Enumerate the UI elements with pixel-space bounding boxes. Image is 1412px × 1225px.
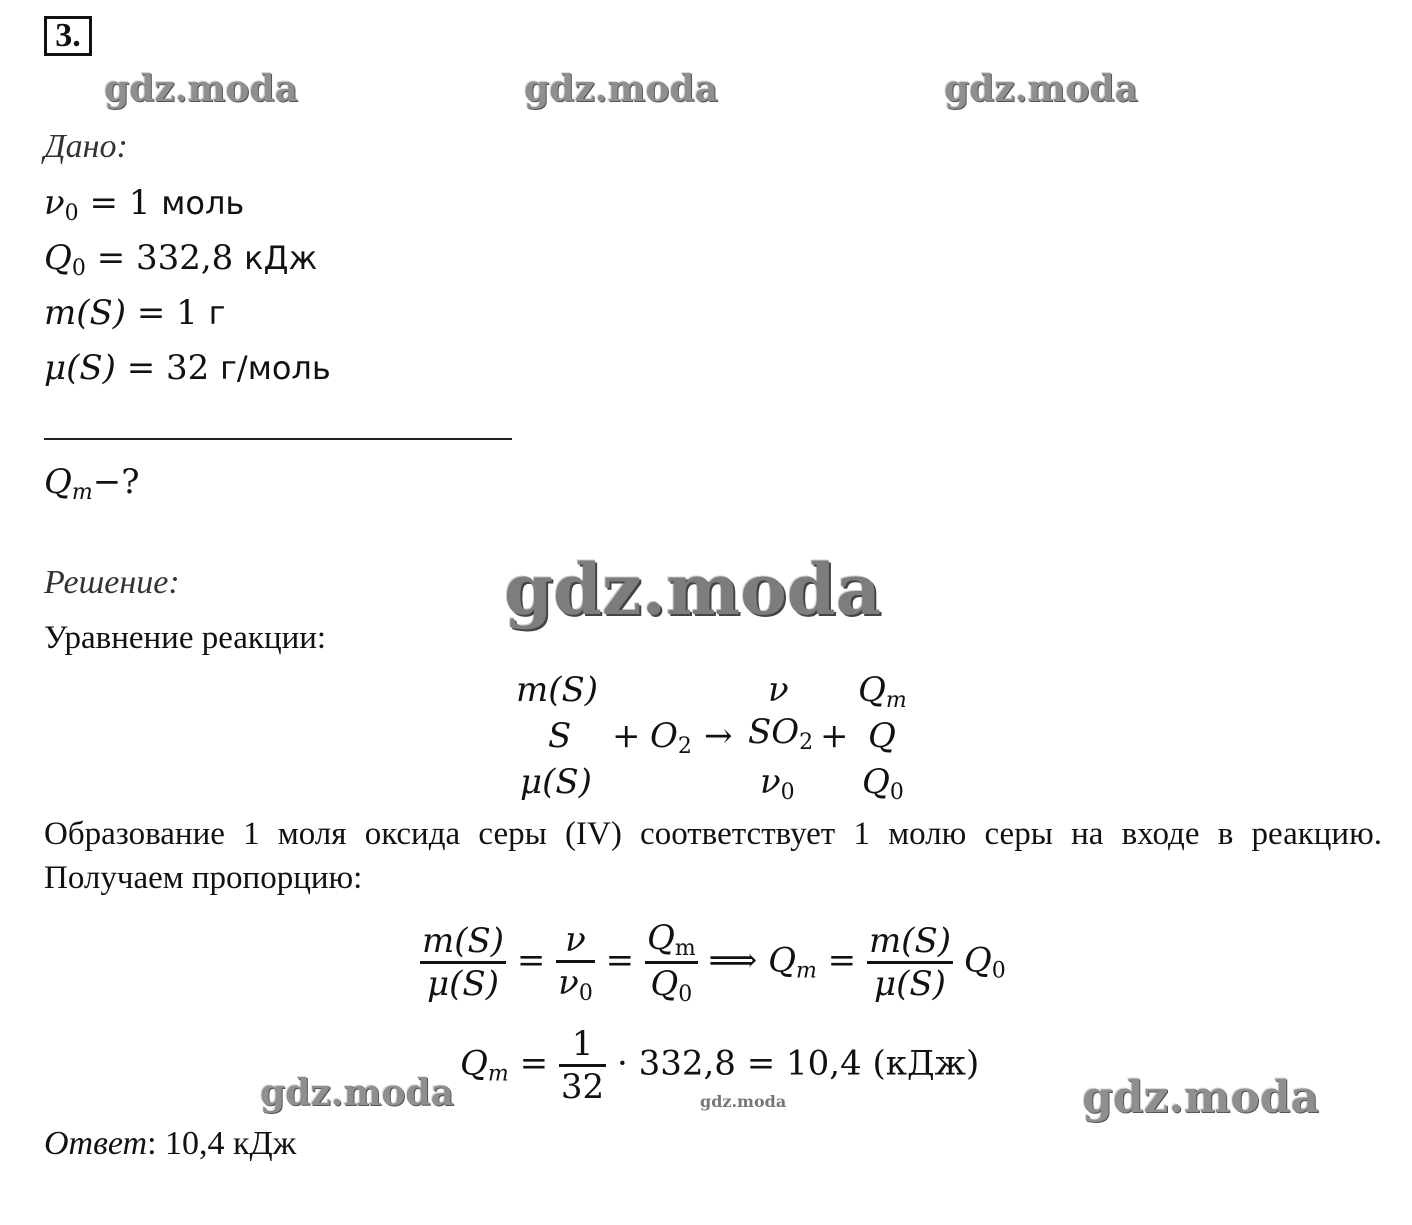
reaction-plus-1: +	[612, 716, 641, 756]
reaction-bot-nu0: $\nu_0$	[760, 762, 795, 805]
watermark-large: gdz.moda	[504, 548, 882, 631]
watermark: gdz.moda	[944, 68, 1138, 110]
reaction-so2: $SO_2$	[748, 712, 814, 755]
find-line: $Q_m-$?	[44, 462, 140, 505]
answer-line	[44, 1122, 296, 1166]
fraction-nu-over-nu0: $\frac{\nu}{\nu_0}$	[558, 919, 593, 1006]
answer-label: Ответ	[44, 1125, 148, 1162]
reaction-sulfur: S	[548, 716, 572, 756]
reaction-top-nu: ν	[768, 670, 789, 710]
explanation-paragraph: Образование 1 моля оксида серы (IV) соответствует 1 молю серы на входе в реакцию. Получаем пропорцию:	[44, 816, 1382, 896]
fraction-qm-over-q0: $\frac{Q_m}{Q_0}$	[646, 918, 696, 1007]
given-line-mass: m(S) = 1 г	[44, 293, 226, 333]
reaction-intro: Уравнение реакции:	[44, 620, 327, 656]
reaction-arrow: →	[704, 716, 733, 756]
answer-value: : 10,4 кДж	[147, 1125, 297, 1162]
given-line-molar-mass: μ(S) = 32 г/моль	[44, 348, 331, 388]
watermark: gdz.moda	[1082, 1072, 1320, 1123]
divider	[44, 438, 512, 440]
given-label: Дано:	[44, 128, 128, 165]
given-line-q0: $Q_0 = 332,8$ кДж	[44, 238, 318, 281]
fraction-one-over-32: $\frac{1}{32}$	[560, 1024, 605, 1107]
calculation-equation: $Q_m$ = $\frac{1}{32}$ · 332,8 = 10,4 (кДж)	[460, 1024, 980, 1107]
reaction-oxygen: $O_2$	[650, 716, 692, 759]
reaction-plus-2: +	[820, 716, 849, 756]
given-line-nu0: $\nu_0 = 1$ моль	[44, 183, 245, 226]
reaction-top-qm: $Q_m$	[858, 670, 907, 713]
watermark: gdz.moda	[260, 1072, 454, 1114]
reaction-q: Q	[868, 716, 896, 756]
fraction-result: $\frac{m(S)}{\mu(S)}$	[868, 921, 951, 1004]
reaction-top-mass: m(S)	[516, 670, 599, 710]
watermark-tiny: gdz.moda	[700, 1092, 787, 1111]
watermark: gdz.moda	[524, 68, 718, 110]
problem-number: 3.	[44, 16, 92, 56]
watermark: gdz.moda	[104, 68, 298, 110]
reaction-bot-molar-mass: μ(S)	[520, 762, 592, 802]
proportion-equation: $\frac{m(S)}{\mu(S)}$ = $\frac{\nu}{\nu_0}$ = $\frac{Q_m}{Q_0}$ ⟹ $Q_m$ = $\frac{m(S)}{\mu(S)}$ $Q_0$	[422, 918, 1006, 1007]
solution-label: Решение:	[44, 564, 180, 601]
reaction-bot-q0: $Q_0$	[862, 762, 904, 805]
fraction-mass-over-molar: $\frac{m(S)}{\mu(S)}$	[422, 921, 505, 1004]
